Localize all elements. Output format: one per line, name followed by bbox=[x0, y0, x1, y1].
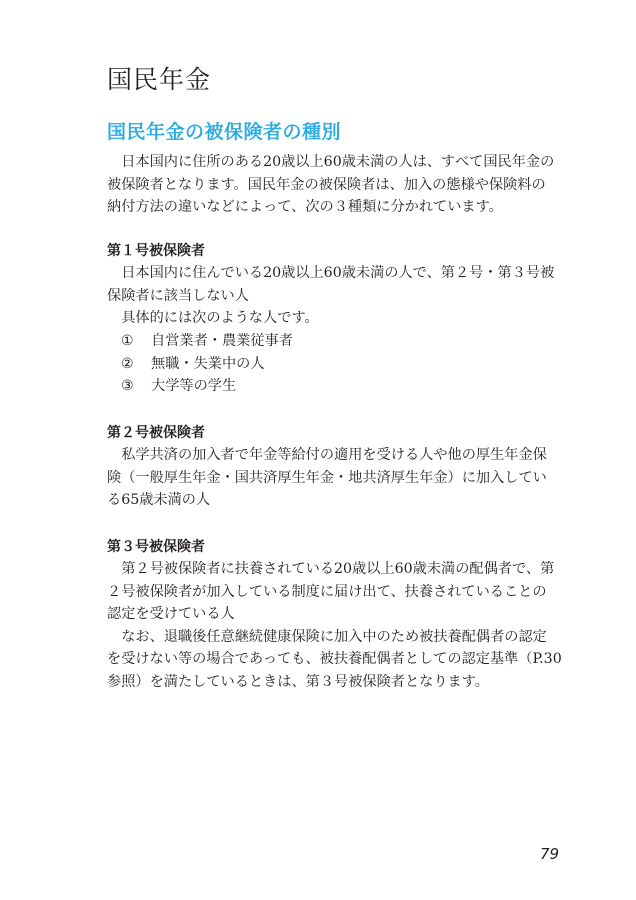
type1-paragraph bbox=[107, 262, 583, 330]
list-number: ① bbox=[121, 333, 134, 349]
type3-line: 第２号被保険者に扶養されている20歳以上60歳未満の配偶者で、第 bbox=[121, 561, 555, 577]
type2-line: 険（一般厚生年金・国共済厚生年金・地共済厚生年金）に加入してい bbox=[107, 469, 547, 486]
type3-line: ２号被保険者が加入している制度に届け出て、扶養されていることの bbox=[107, 583, 547, 600]
type3-heading: 第３号被保険者 bbox=[107, 539, 205, 555]
page-number: 79 bbox=[540, 845, 560, 863]
type3-line: 認定を受けている人 bbox=[107, 606, 235, 622]
type1-line: 保険者に該当しない人 bbox=[107, 287, 249, 304]
type2-line: 私学共済の加入者で年金等給付の適用を受ける人や他の厚生年金保 bbox=[121, 447, 547, 463]
type1-line: 具体的には次のような人です。 bbox=[121, 310, 319, 326]
list-text: 自営業者・農業従事者 bbox=[151, 333, 293, 349]
list-number: ② bbox=[121, 355, 134, 372]
type1-heading: 第１号被保険者 bbox=[107, 243, 205, 259]
list-item bbox=[121, 375, 293, 398]
type3-line: 参照）を満たしているときは、第３号被保険者となります。 bbox=[107, 673, 489, 690]
type2-paragraph bbox=[107, 444, 583, 512]
type1-line: 日本国内に住んでいる20歳以上60歳未満の人で、第２号・第３号被 bbox=[121, 265, 555, 281]
type3-line: なお、退職後任意継続健康保険に加入中のため被扶養配偶者の認定 bbox=[121, 628, 547, 645]
intro-paragraph bbox=[107, 151, 583, 219]
intro-line: 納付方法の違いなどによって、次の３種類に分かれています。 bbox=[107, 199, 503, 215]
list-text: 無職・失業中の人 bbox=[151, 355, 265, 372]
intro-line: 被保険者となります。国民年金の被保険者は、加入の態様や保険料の bbox=[107, 176, 546, 193]
list-text: 大学等の学生 bbox=[151, 378, 237, 394]
chapter-title: 国民年金 bbox=[107, 65, 212, 94]
intro-line: 日本国内に住所のある20歳以上60歳未満の人は、すべて国民年金の bbox=[121, 154, 555, 170]
list-item bbox=[121, 330, 293, 353]
list-item bbox=[121, 353, 293, 376]
list-number: ③ bbox=[121, 378, 134, 394]
type1-list bbox=[121, 330, 293, 398]
section-title: 国民年金の被保険者の種別 bbox=[107, 121, 342, 143]
type3-paragraph bbox=[107, 558, 583, 693]
type2-line: る65歳未満の人 bbox=[107, 492, 211, 508]
type3-line: を受けない等の場合であっても、被扶養配偶者としての認定基準（P.30 bbox=[107, 651, 562, 667]
type2-heading: 第２号被保険者 bbox=[107, 425, 205, 441]
